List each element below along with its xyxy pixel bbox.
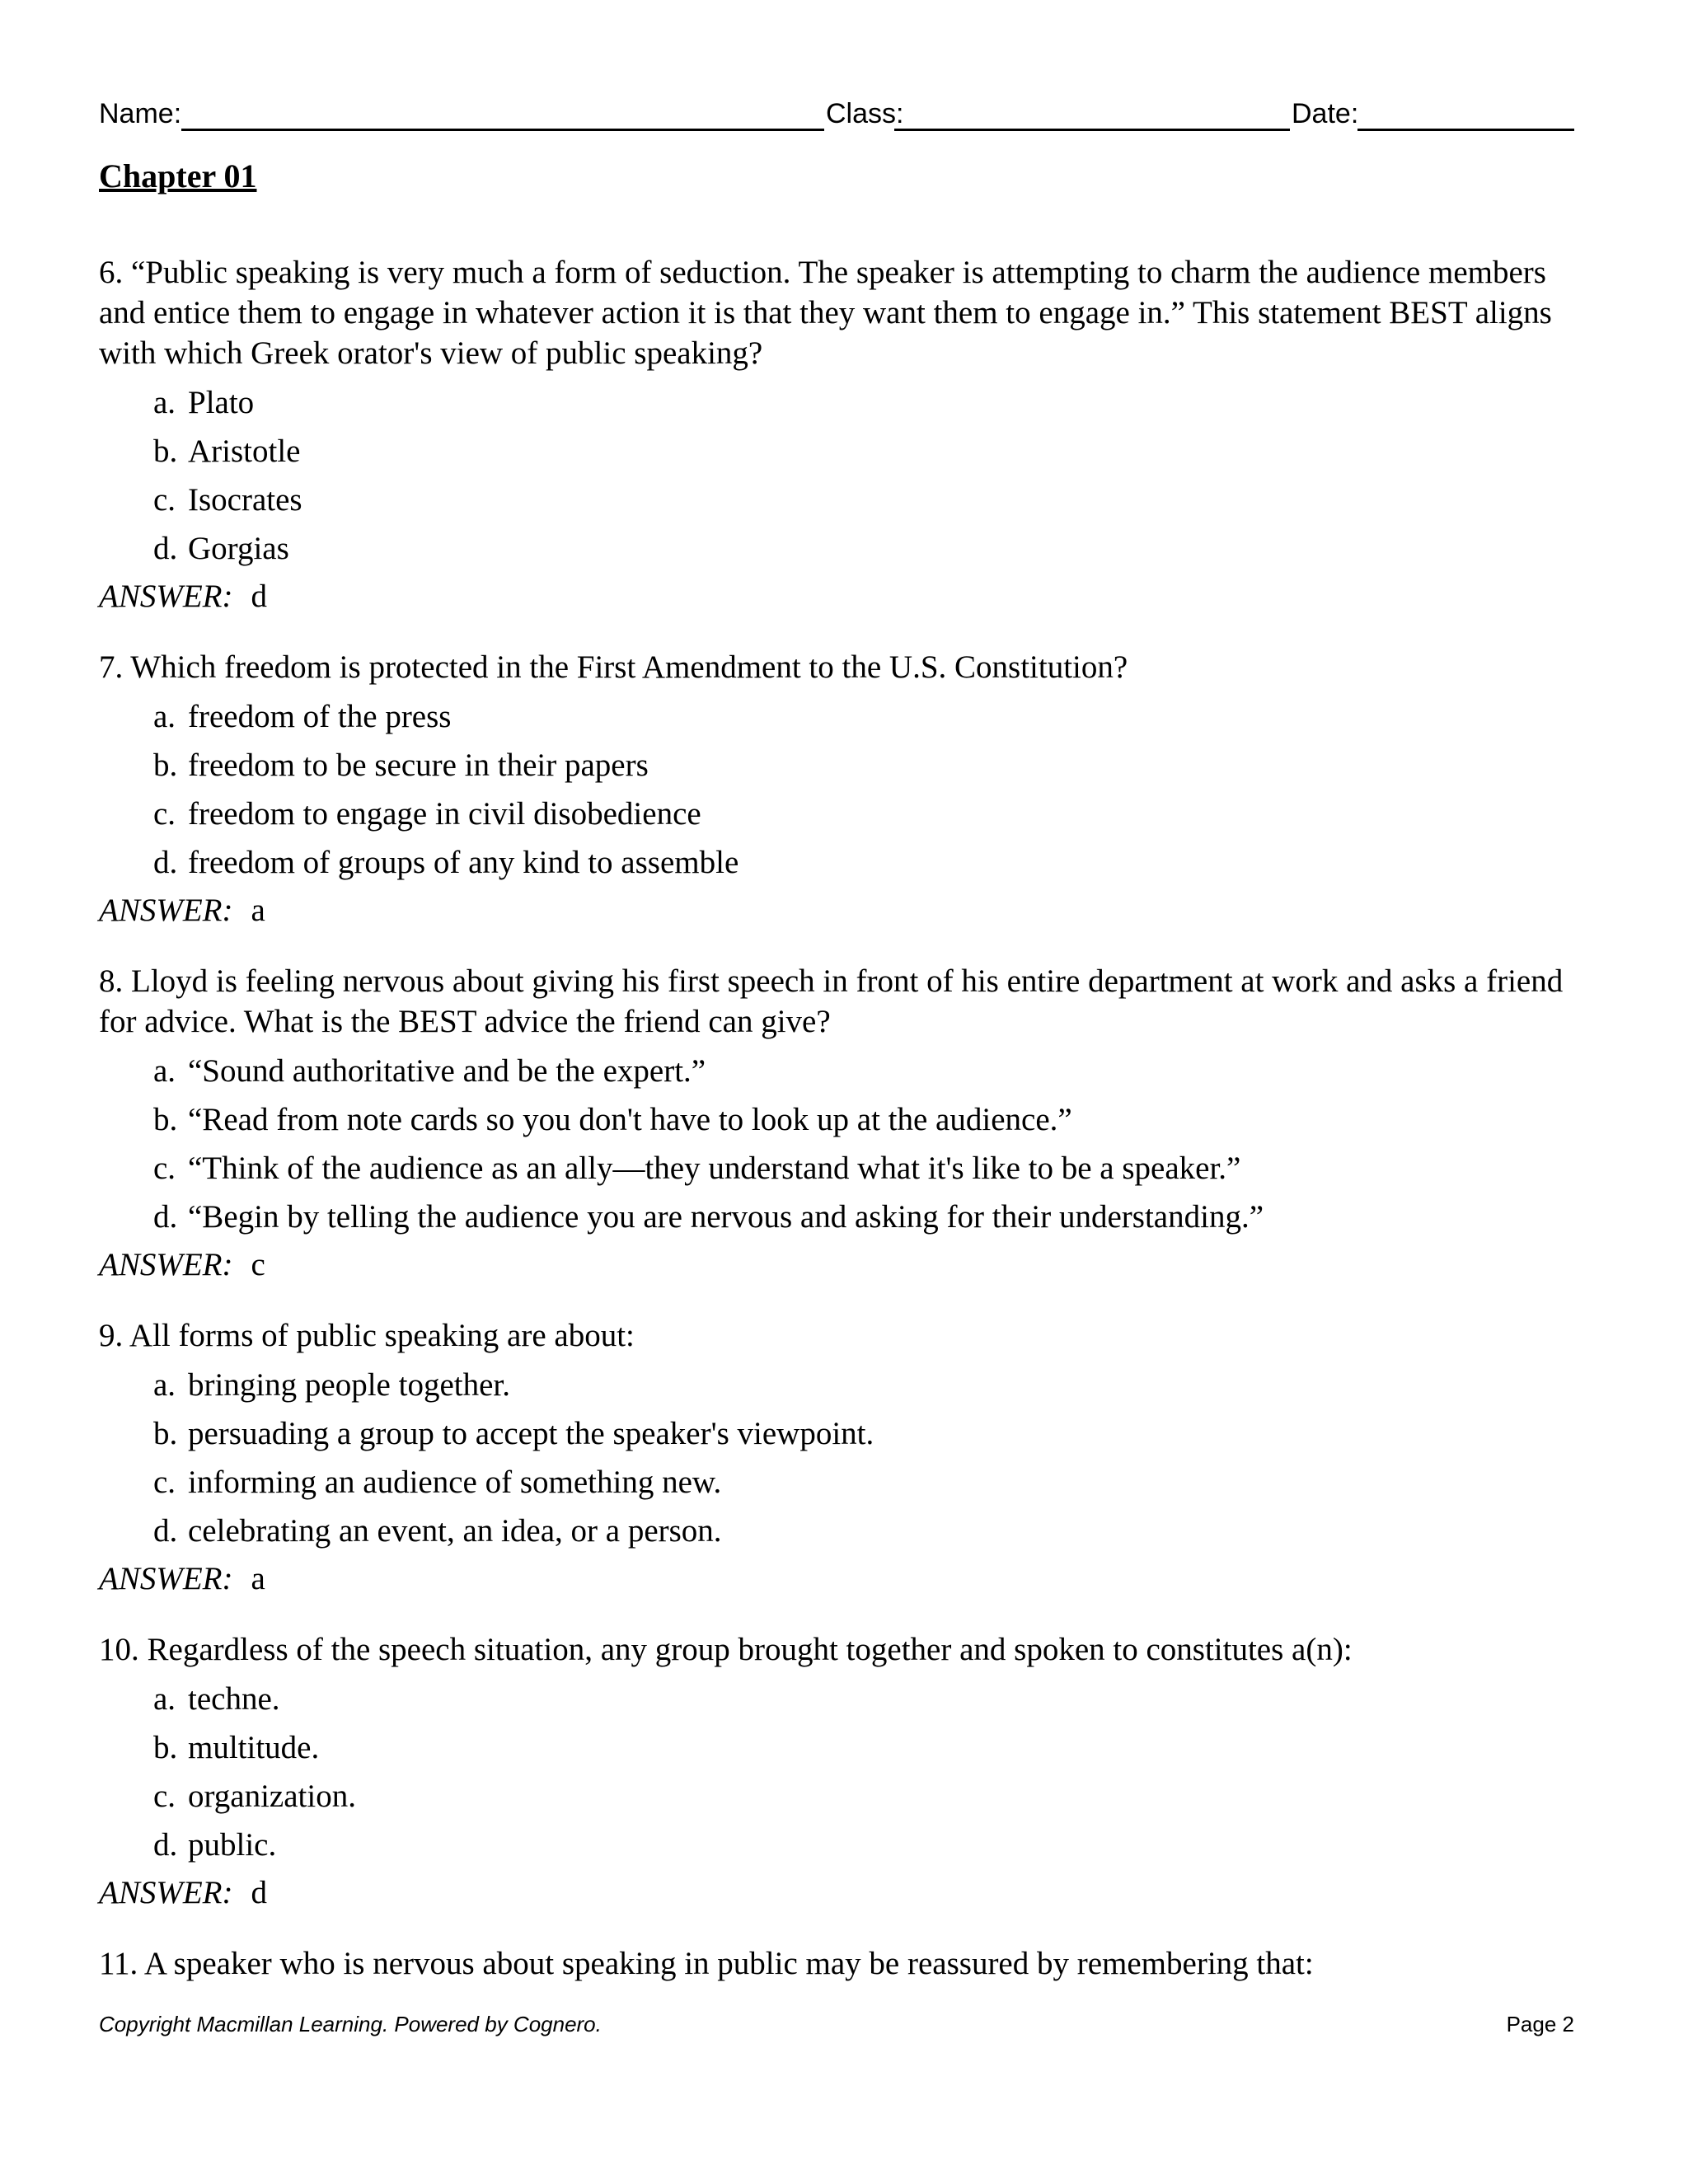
option-letter: d. [153, 1513, 178, 1549]
option-text: Aristotle [188, 434, 301, 469]
chapter-title: Chapter 01 [99, 157, 257, 194]
class-label: Class: [826, 98, 904, 129]
answer-line [99, 573, 1582, 621]
option-letter: a. [153, 699, 176, 734]
option-text: “Sound authoritative and be the expert.” [188, 1053, 706, 1089]
page-footer [99, 2008, 1574, 2041]
answer-label: ANSWER: [99, 1875, 233, 1910]
option-letter: d. [153, 1827, 178, 1863]
question-number: 6. [99, 255, 124, 290]
answer-value: a [251, 893, 265, 928]
option-text: freedom of the press [188, 699, 452, 734]
question-text: Regardless of the speech situation, any group brought together and spoken to constitutes a(n): [147, 1632, 1353, 1667]
answer-line [99, 1869, 1582, 1917]
question-stem [99, 252, 1582, 373]
answer-options [99, 692, 1582, 887]
answer-option [99, 1095, 1582, 1144]
answer-label: ANSWER: [99, 1561, 233, 1596]
question-stem [99, 1943, 1582, 1984]
answer-option [99, 378, 1582, 427]
option-text: freedom to be secure in their papers [188, 748, 649, 783]
option-text: Isocrates [188, 482, 302, 518]
question-number: 9. [99, 1318, 124, 1353]
option-letter: c. [153, 1465, 176, 1500]
answer-label: ANSWER: [99, 893, 233, 928]
answer-option [99, 427, 1582, 476]
name-label: Name: [99, 98, 182, 129]
answer-value: a [251, 1561, 265, 1596]
copyright-text: Copyright Macmillan Learning. Powered by Cognero. [99, 2012, 602, 2036]
question-text: Lloyd is feeling nervous about giving his first speech in front of his entire department at work and asks a friend for advice. What is the BEST advice the friend can give? [99, 963, 1564, 1039]
question-block [99, 1629, 1582, 1917]
option-letter: b. [153, 1730, 178, 1765]
answer-options [99, 378, 1582, 573]
answer-option [99, 1821, 1582, 1869]
answer-option [99, 838, 1582, 887]
option-text: “Begin by telling the audience you are nervous and asking for their understanding.” [188, 1199, 1264, 1235]
option-text: Plato [188, 385, 255, 420]
answer-value: d [251, 579, 267, 614]
answer-value: c [251, 1247, 265, 1282]
option-text: “Think of the audience as an ally—they understand what it's like to be a speaker.” [188, 1151, 1241, 1186]
answer-option [99, 1772, 1582, 1821]
answer-label: ANSWER: [99, 579, 233, 614]
question-stem [99, 1629, 1582, 1670]
question-stem [99, 647, 1582, 687]
option-text: organization. [188, 1779, 356, 1814]
option-letter: d. [153, 1199, 178, 1235]
option-text: celebrating an event, an idea, or a person. [188, 1513, 722, 1549]
option-text: “Read from note cards so you don't have to look up at the audience.” [188, 1102, 1072, 1137]
answer-option [99, 1458, 1582, 1507]
option-text: freedom of groups of any kind to assemble [188, 845, 739, 880]
question-number: 8. [99, 963, 124, 999]
page-header [99, 94, 1574, 134]
answer-options [99, 1675, 1582, 1869]
question-stem [99, 961, 1582, 1042]
question-number: 10. [99, 1632, 139, 1667]
option-text: public. [188, 1827, 277, 1863]
option-letter: b. [153, 1102, 178, 1137]
question-block [99, 252, 1582, 621]
option-letter: b. [153, 434, 178, 469]
option-letter: a. [153, 385, 176, 420]
question-block [99, 647, 1582, 935]
option-text: freedom to engage in civil disobedience [188, 796, 701, 832]
question-text: “Public speaking is very much a form of seduction. The speaker is attempting to charm the audience members and entice them to engage in whatever action it is that they want them to engage in.” This statement BEST aligns with which Greek orator's view of public speaking? [99, 255, 1552, 371]
option-letter: c. [153, 1151, 176, 1186]
option-letter: a. [153, 1681, 176, 1717]
answer-option [99, 1144, 1582, 1193]
question-number: 11. [99, 1946, 138, 1981]
option-letter: a. [153, 1367, 176, 1403]
option-text: multitude. [188, 1730, 320, 1765]
answer-option [99, 1193, 1582, 1241]
question-block [99, 1315, 1582, 1603]
answer-option [99, 692, 1582, 741]
answer-option [99, 1361, 1582, 1409]
answer-label: ANSWER: [99, 1247, 233, 1282]
option-letter: c. [153, 482, 176, 518]
answer-options [99, 1361, 1582, 1555]
option-letter: a. [153, 1053, 176, 1089]
question-stem [99, 1315, 1582, 1356]
answer-option [99, 476, 1582, 524]
option-letter: c. [153, 1779, 176, 1814]
option-text: Gorgias [188, 531, 289, 566]
option-letter: d. [153, 531, 178, 566]
option-letter: b. [153, 748, 178, 783]
option-letter: c. [153, 796, 176, 832]
question-text: Which freedom is protected in the First Amendment to the U.S. Constitution? [130, 649, 1128, 685]
option-text: bringing people together. [188, 1367, 510, 1403]
answer-option [99, 1507, 1582, 1555]
question-block [99, 1943, 1582, 1984]
option-text: informing an audience of something new. [188, 1465, 722, 1500]
answer-value: d [251, 1875, 267, 1910]
answer-option [99, 790, 1582, 838]
date-blank-line [1357, 129, 1574, 131]
option-letter: d. [153, 845, 178, 880]
answer-line [99, 1241, 1582, 1289]
answer-option [99, 741, 1582, 790]
answer-option [99, 524, 1582, 573]
question-text: All forms of public speaking are about: [129, 1318, 635, 1353]
answer-line [99, 887, 1582, 935]
answer-option [99, 1723, 1582, 1772]
answer-option [99, 1675, 1582, 1723]
answer-line [99, 1555, 1582, 1603]
question-block [99, 961, 1582, 1289]
date-label: Date: [1292, 98, 1359, 129]
name-blank-line [181, 129, 824, 131]
question-text: A speaker who is nervous about speaking in public may be reassured by remembering that: [143, 1946, 1314, 1981]
answer-option [99, 1409, 1582, 1458]
class-blank-line [894, 129, 1290, 131]
answer-option [99, 1047, 1582, 1095]
page-number: Page 2 [1506, 2012, 1574, 2036]
option-text: techne. [188, 1681, 280, 1717]
question-list [99, 252, 1582, 2010]
option-text: persuading a group to accept the speaker's viewpoint. [188, 1416, 874, 1451]
answer-options [99, 1047, 1582, 1241]
question-number: 7. [99, 649, 124, 685]
option-letter: b. [153, 1416, 178, 1451]
